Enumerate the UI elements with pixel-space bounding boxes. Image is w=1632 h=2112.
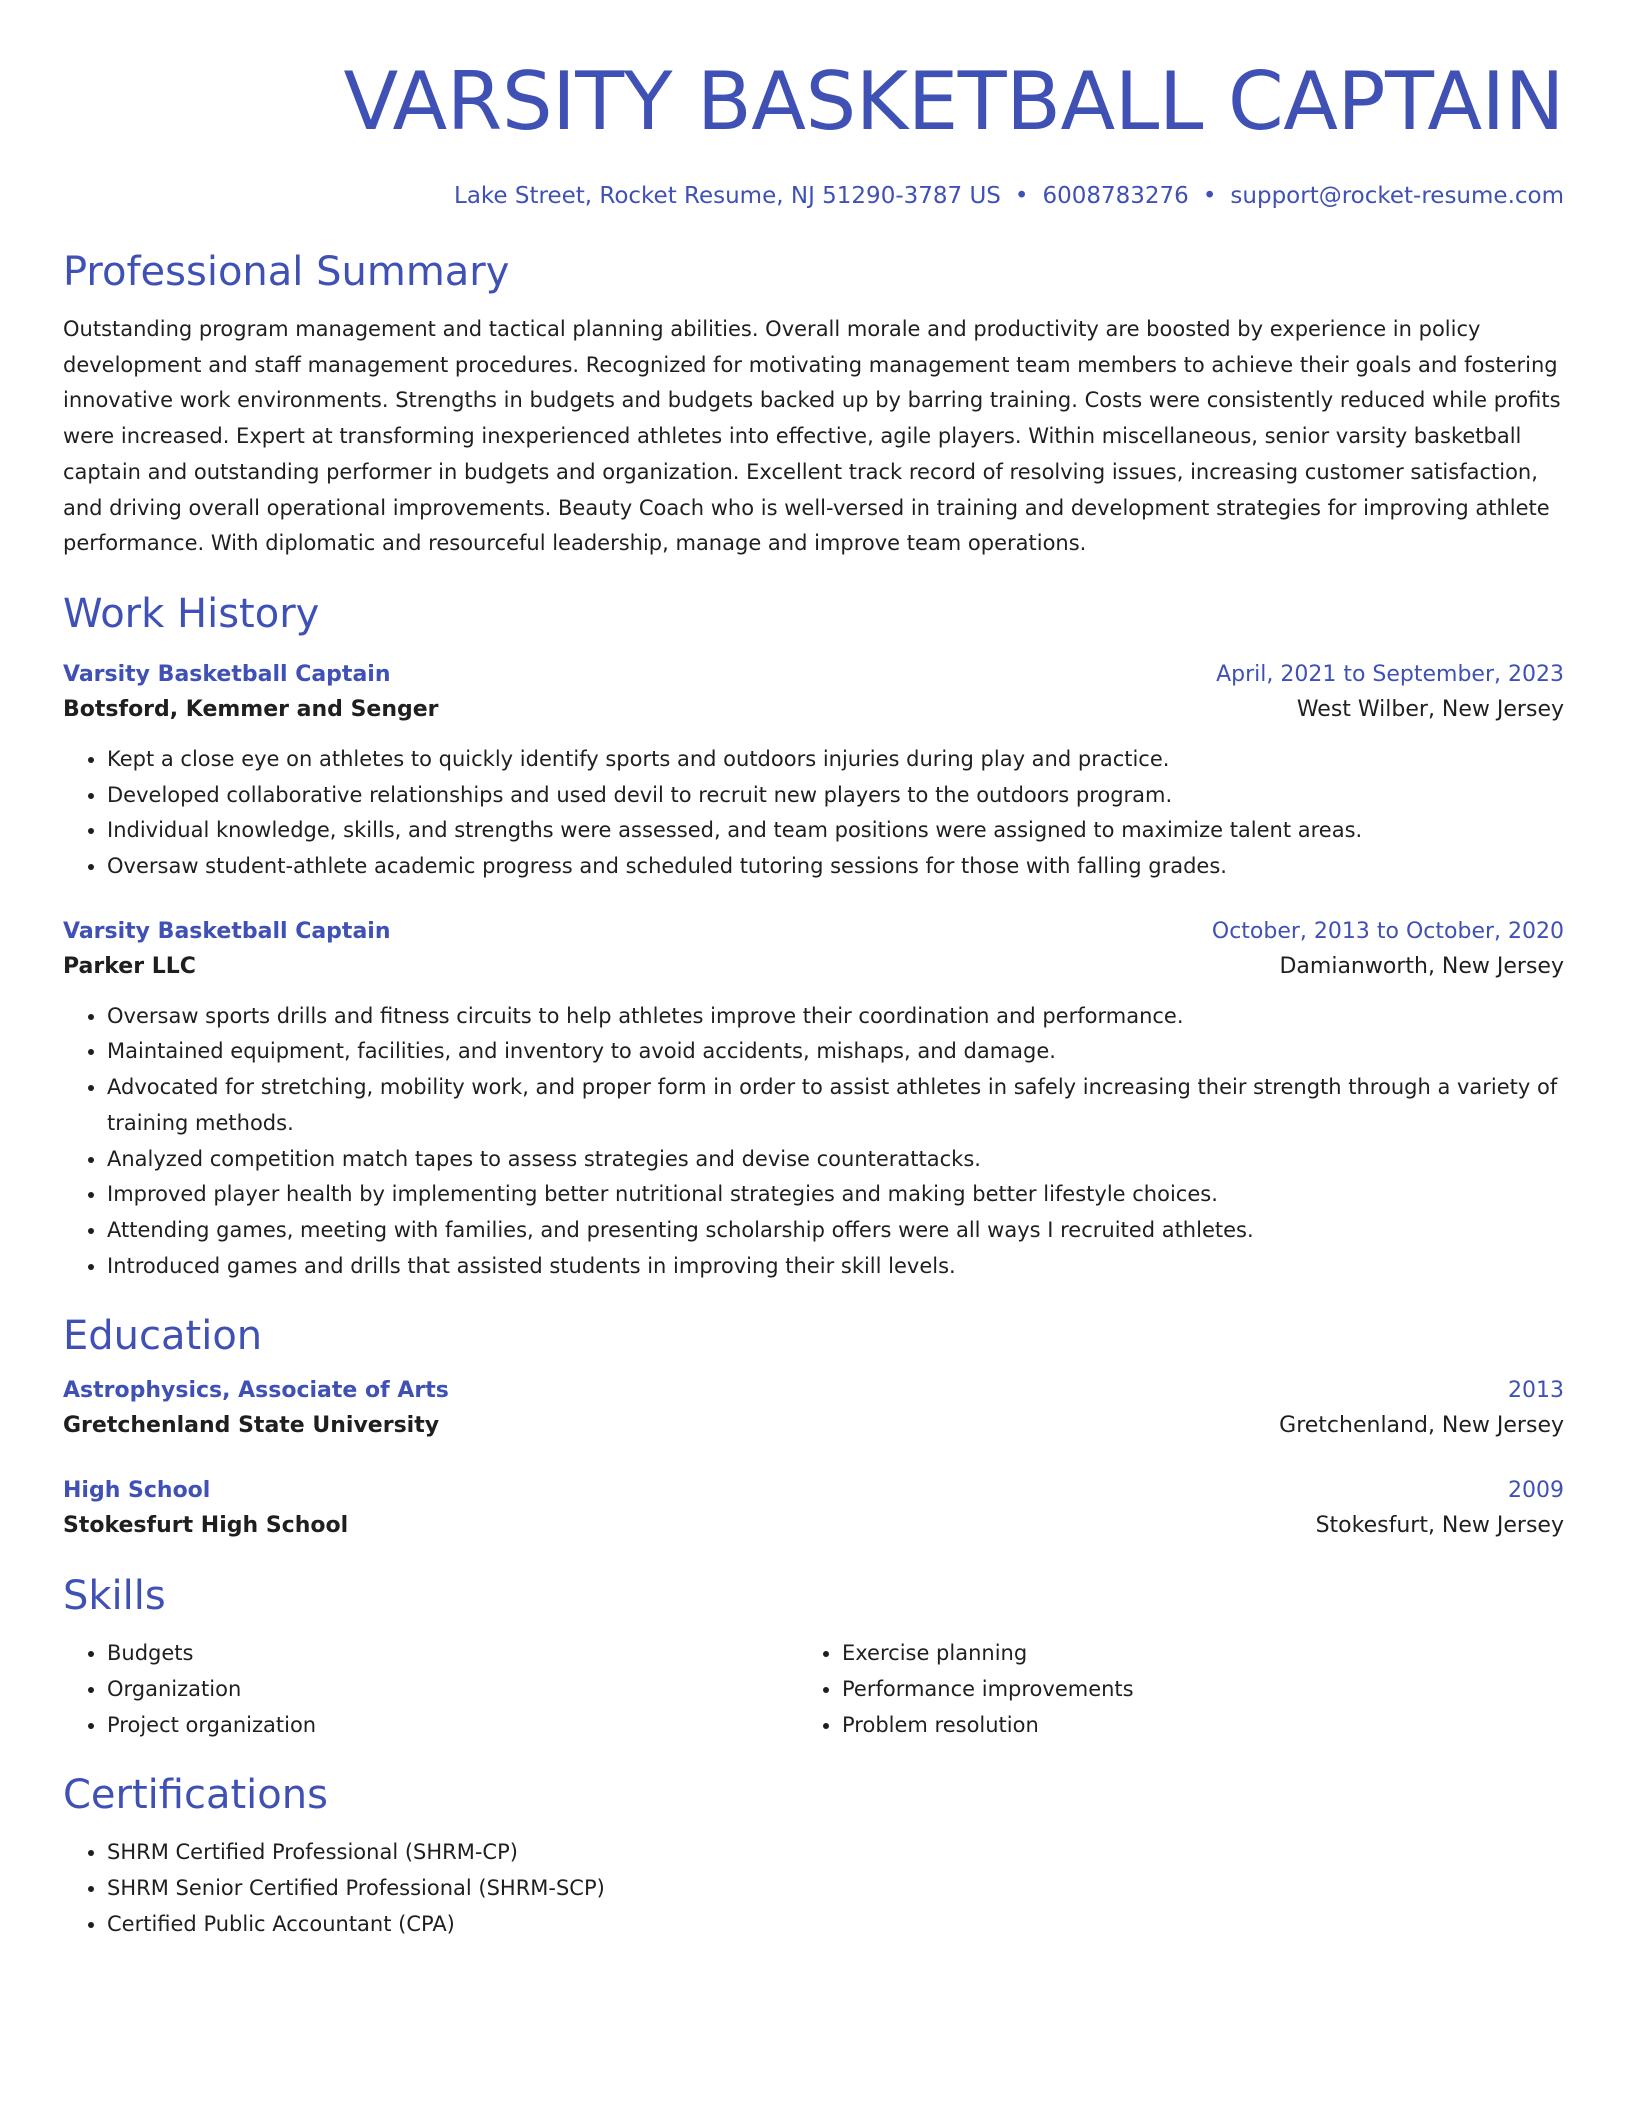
education-school: Stokesfurt High School [63,1513,349,1539]
summary-section [63,246,1564,562]
job-bullets [63,742,1564,885]
education-school: Gretchenland State University [63,1413,440,1439]
job-bullet: • Attending games, meeting with families, and presenting scholarship offers were all ways I recruited athletes. [107,1213,1564,1249]
job-title-row [63,915,1564,949]
contact-separator: • [1202,183,1217,209]
work-history-section [63,588,1564,1284]
contact-address: Lake Street, Rocket Resume, NJ 51290-3787 US [454,183,1001,209]
section-title-summary: Professional Summary [63,249,510,295]
skill-item: • Budgets [107,1636,798,1672]
certification-item: • SHRM Senior Certified Professional (SHRM-SCP) [107,1871,1564,1907]
job-bullet: • Improved player health by implementing better nutritional strategies and making better lifestyle choices. [107,1177,1564,1213]
section-title-work-history: Work History [63,590,320,637]
education-section [63,1310,1564,1544]
job-company: Parker LLC [63,953,196,979]
job-title-row [63,658,1564,692]
contact-line [63,180,1564,212]
job-bullet: • Developed collaborative relationships and used devil to recruit new players to the outdoors program. [107,778,1564,814]
job-location: West Wilber, New Jersey [1296,696,1564,722]
education-degree: High School [63,1478,211,1504]
job-bullets [63,999,1564,1285]
education-degree-row [63,1374,1564,1408]
education-degree: Astrophysics, Associate of Arts [63,1378,449,1404]
resume-header [63,52,1564,212]
certification-item: • SHRM Certified Professional (SHRM-CP) [107,1835,1564,1871]
section-title-certifications: Certifications [63,1772,328,1819]
job-location: Damianworth, New Jersey [1279,953,1564,979]
education-year: 2013 [1508,1378,1564,1404]
job-bullet: • Oversaw student-athlete academic progress and scheduled tutoring sessions for those with falling grades. [107,849,1564,885]
job-dates: April, 2021 to September, 2023 [1216,661,1564,687]
job-bullet: • Advocated for stretching, mobility work, and proper form in order to assist athletes in safely increasing their strength through a variety of training methods. [107,1070,1564,1141]
education-school-row [63,1508,1564,1544]
job-bullet: • Kept a close eye on athletes to quickly identify sports and outdoors injuries during play and practice. [107,742,1564,778]
education-location: Gretchenland, New Jersey [1279,1413,1564,1439]
skills-list-right [798,1636,1533,1743]
job-role: Varsity Basketball Captain [63,661,391,687]
education-degree-row [63,1474,1564,1508]
job-bullet: • Introduced games and drills that assisted students in improving their skill levels. [107,1249,1564,1285]
contact-separator: • [1014,183,1029,209]
section-title-skills: Skills [63,1573,166,1620]
job-company-row [63,949,1564,985]
skill-item: • Performance improvements [842,1672,1533,1708]
education-entry [63,1374,1564,1444]
skill-item: • Project organization [107,1708,798,1744]
job-bullet: • Analyzed competition match tapes to assess strategies and devise counterattacks. [107,1142,1564,1178]
job-bullet: • Individual knowledge, skills, and strengths were assessed, and team positions were assigned to maximize talent areas. [107,813,1564,849]
candidate-name: VARSITY BASKETBALL CAPTAIN [343,55,1564,148]
education-entry [63,1474,1564,1544]
contact-phone[interactable]: 6008783276 [1042,183,1189,209]
certifications-section [63,1769,1564,1942]
education-year: 2009 [1508,1478,1564,1504]
certification-item: • Certified Public Accountant (CPA) [107,1907,1564,1943]
skill-item: • Exercise planning [842,1636,1533,1672]
section-title-education: Education [63,1313,263,1360]
education-school-row [63,1408,1564,1444]
skills-section [63,1570,1564,1743]
skills-columns [63,1636,1564,1743]
job-company-row [63,692,1564,728]
skill-item: • Organization [107,1672,798,1708]
job-role: Varsity Basketball Captain [63,918,391,944]
job-bullet: • Maintained equipment, facilities, and inventory to avoid accidents, mishaps, and damage. [107,1034,1564,1070]
contact-email[interactable]: support@rocket-resume.com [1230,183,1564,209]
job-company: Botsford, Kemmer and Senger [63,696,439,722]
skill-item: • Problem resolution [842,1708,1533,1744]
job-entry [63,658,1564,885]
education-location: Stokesfurt, New Jersey [1315,1513,1564,1539]
skills-list-left [63,1636,798,1743]
job-entry [63,915,1564,1285]
certifications-list [63,1835,1564,1942]
job-bullet: • Oversaw sports drills and fitness circuits to help athletes improve their coordination and performance. [107,999,1564,1035]
job-dates: October, 2013 to October, 2020 [1211,918,1564,944]
summary-text: Outstanding program management and tactical planning abilities. Overall morale and productivity are boosted by experience in policy development and staff management procedures. Recognized for motivating management team members to achieve their goals and fostering innovative work environments. Strengths in budgets and budgets backed up by barring training. Costs were consistently reduced while profits were increased. Expert at transforming inexperienced athletes into effective, agile players. Within miscellaneous, senior varsity basketball captain and outstanding performer in budgets and organization. Excellent track record of resolving issues, increasing customer satisfaction, and driving overall operational improvements. Beauty Coach who is well-versed in training and development strategies for improving athlete performance. With diplomatic and resourceful leadership, manage and improve team operations. [63,317,1561,556]
